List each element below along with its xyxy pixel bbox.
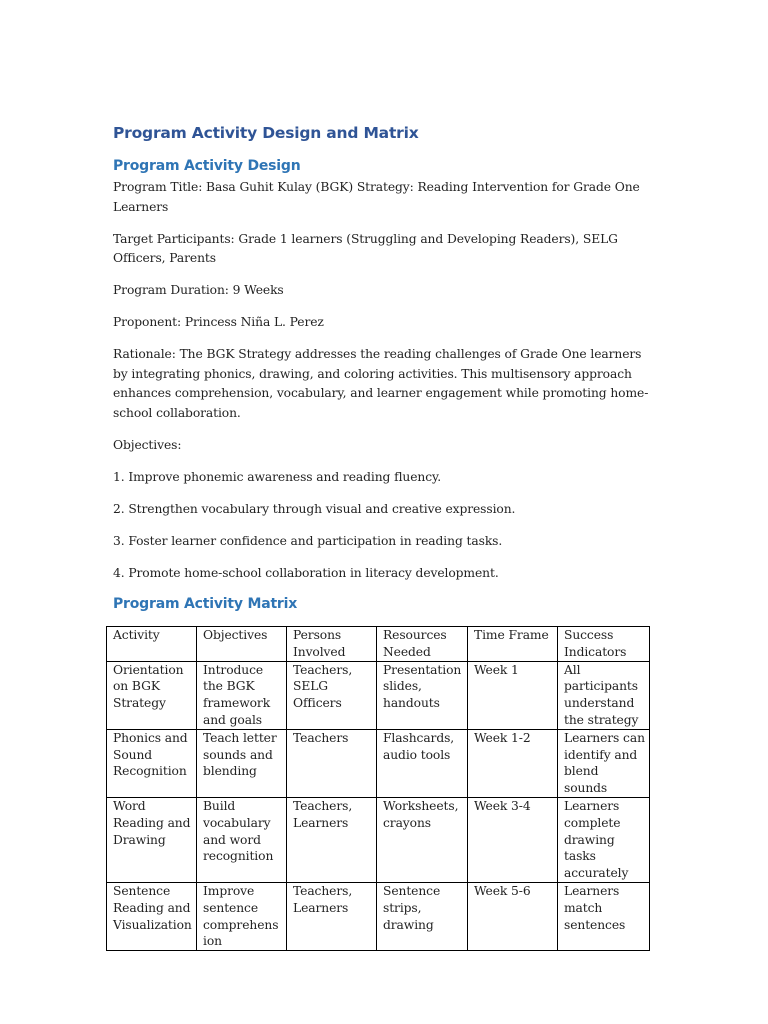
table-cell: Worksheets, crayons	[377, 797, 468, 882]
table-cell: Teachers, Learners	[287, 797, 377, 882]
table-cell: Teachers	[287, 729, 377, 797]
table-cell: Sentence strips, drawing	[377, 882, 468, 950]
design-heading: Program Activity Design	[113, 158, 301, 174]
objective-item: 3. Foster learner confidence and participation in reading tasks.	[113, 533, 503, 548]
table-row	[107, 797, 650, 882]
objective-item: 4. Promote home-school collaboration in literacy development.	[113, 565, 499, 580]
document-body	[113, 124, 653, 615]
table-row	[107, 882, 650, 950]
table-cell: Teachers, Learners	[287, 882, 377, 950]
table-cell: Introduce the BGK framework and goals	[197, 661, 287, 729]
activity-matrix-table	[106, 626, 650, 951]
table-cell: Presentation slides, handouts	[377, 661, 468, 729]
objective-item: 1. Improve phonemic awareness and reading fluency.	[113, 469, 442, 484]
table-header-cell: Persons Involved	[287, 627, 377, 662]
table-cell: Learners complete drawing tasks accurately	[558, 797, 650, 882]
table-header-cell: Time Frame	[468, 627, 558, 662]
table-header-cell: Success Indicators	[558, 627, 650, 662]
table-cell: Flashcards, audio tools	[377, 729, 468, 797]
table-cell: Teach letter sounds and blending	[197, 729, 287, 797]
program-title: Program Title: Basa Guhit Kulay (BGK) Strategy: Reading Intervention for Grade One Learners	[113, 180, 640, 214]
table-cell: Learners can identify and blend sounds	[558, 729, 650, 797]
table-cell: Build vocabulary and word recognition	[197, 797, 287, 882]
matrix-heading: Program Activity Matrix	[113, 595, 298, 612]
table-cell: Orientation on BGK Strategy	[107, 661, 197, 729]
table-cell: Word Reading and Drawing	[107, 797, 197, 882]
table-row	[107, 661, 650, 729]
table-cell: Sentence Reading and Visualization	[107, 882, 197, 950]
table-cell: Improve sentence comprehension	[197, 882, 287, 950]
table-header-cell: Objectives	[197, 627, 287, 662]
proponent: Proponent: Princess Niña L. Perez	[113, 315, 324, 329]
table-cell: Week 5-6	[468, 882, 558, 950]
table-cell: Week 3-4	[468, 797, 558, 882]
objective-item: 2. Strengthen vocabulary through visual and creative expression.	[113, 501, 516, 516]
rationale: Rationale: The BGK Strategy addresses the reading challenges of Grade One learners by integrating phonics, drawing, and coloring activities. This multisensory approach enhances comprehension, vocabulary, and learner engagement while promoting home-school collaboration.	[113, 347, 649, 420]
table-cell: Learners match sentences	[558, 882, 650, 950]
program-duration: Program Duration: 9 Weeks	[113, 283, 284, 297]
table-row	[107, 729, 650, 797]
matrix-table-container	[106, 626, 650, 949]
table-cell: All participants understand the strategy	[558, 661, 650, 729]
table-header-row	[107, 627, 650, 662]
table-cell: Phonics and Sound Recognition	[107, 729, 197, 797]
table-cell: Week 1	[468, 661, 558, 729]
target-participants: Target Participants: Grade 1 learners (Struggling and Developing Readers), SELG Officers, Parents	[113, 231, 618, 265]
table-header-cell: Resources Needed	[377, 627, 468, 662]
table-cell: Teachers, SELG Officers	[287, 661, 377, 729]
table-header-cell: Activity	[107, 627, 197, 662]
objectives-label: Objectives:	[113, 437, 182, 452]
table-cell: Week 1-2	[468, 729, 558, 797]
document-title: Program Activity Design and Matrix	[113, 124, 419, 142]
